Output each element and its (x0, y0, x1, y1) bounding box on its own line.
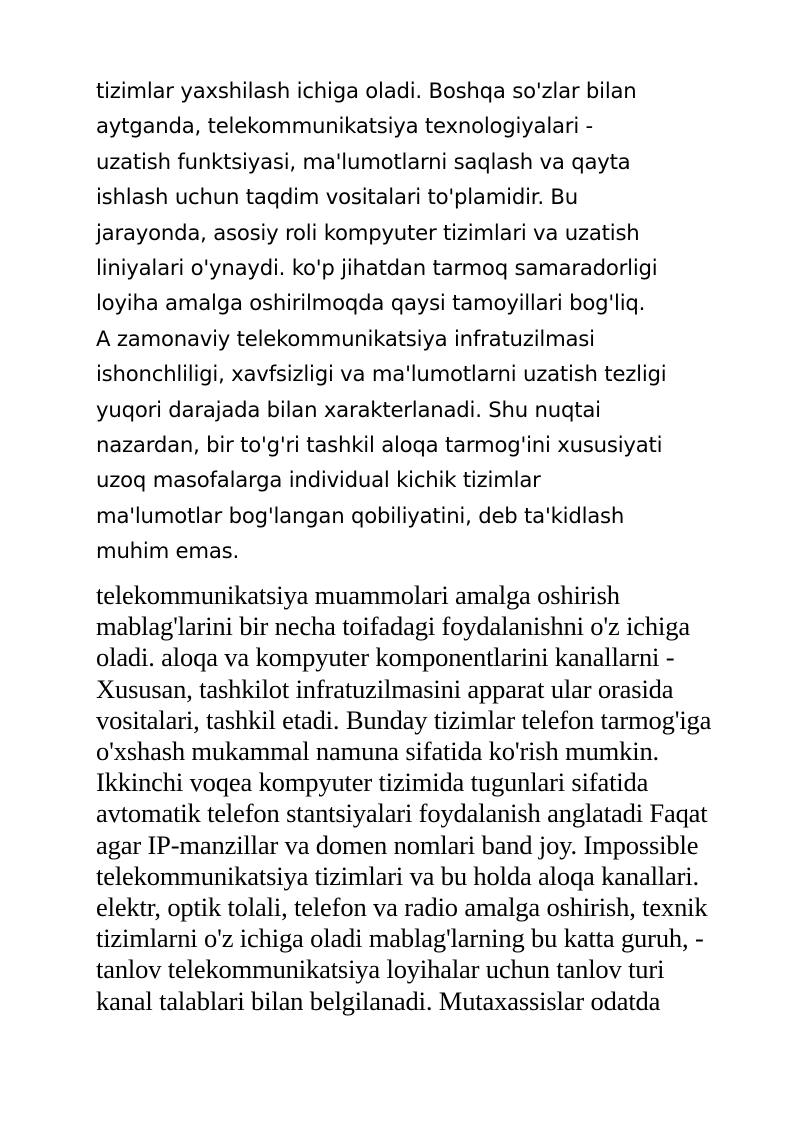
text-line: telekommunikatsiya muammolari amalga oshirish (96, 580, 620, 610)
text-line: nazardan, bir to'g'ri tashkil aloqa tarmog'ini xususiyati (96, 432, 663, 458)
text-line: oladi. aloqa va kompyuter komponentlarini kanallarni - (96, 642, 675, 673)
text-line: muhim emas. (96, 538, 239, 564)
text-line: liniyalari o'ynaydi. ko'p jihatdan tarmoq samaradorligi (96, 255, 658, 281)
paragraph-2 (96, 580, 711, 1017)
text-line: loyiha amalga oshirilmoqda qaysi tamoyillari bog'liq. (96, 290, 646, 316)
text-line: ishlash uchun taqdim vositalari to'plamidir. Bu (96, 184, 578, 210)
text-line: yuqori darajada bilan xarakterlanadi. Shu nuqtai (96, 396, 601, 422)
text-line: mablag'larini bir necha toifadagi foydalanishni o'z ichiga (96, 611, 690, 642)
text-line: avtomatik telefon stantsiyalari foydalanish anglatadi Faqat (96, 798, 708, 829)
text-line: tanlov telekommunikatsiya loyihalar uchun tanlov turi (96, 954, 665, 985)
text-line: kanal talablari bilan belgilanadi. Mutaxassislar odatda (96, 985, 661, 1016)
text-line: aytganda, telekommunikatsiya texnologiyalari - (96, 113, 593, 139)
text-line: ishonchliligi, xavfsizligi va ma'lumotlarni uzatish tezligi (96, 361, 667, 387)
text-line: uzoq masofalarga individual kichik tizimlar (96, 467, 541, 493)
text-line: Xususan, tashkilot infratuzilmasini apparat ular orasida (96, 673, 674, 704)
text-line: telekommunikatsiya tizimlari va bu holda aloqa kanallari. (96, 860, 699, 891)
text-line: o'xshash mukammal namuna sifatida ko'rish mumkin. (96, 736, 660, 767)
text-line: A zamonaviy telekommunikatsiya infratuzilmasi (96, 325, 595, 351)
text-line: vositalari, tashkil etadi. Bunday tizimlar telefon tarmog'iga (96, 704, 712, 735)
text-line: ma'lumotlar bog'langan qobiliyatini, deb ta'kidlash (96, 502, 625, 528)
text-line: Ikkinchi voqea kompyuter tizimida tugunlari sifatida (96, 767, 649, 798)
text-line: jarayonda, asosiy roli kompyuter tizimlari va uzatish (96, 219, 640, 245)
text-line: tizimlar yaxshilash ichiga oladi. Boshqa so'zlar bilan (96, 78, 637, 103)
text-line: agar IP-manzillar va domen nomlari band joy. Impossible (96, 829, 699, 860)
paragraph-1 (96, 73, 666, 569)
text-line: elektr, optik tolali, telefon va radio amalga oshirish, texnik (96, 892, 708, 923)
text-line: tizimlarni o'z ichiga oladi mablag'larning bu katta guruh, - (96, 923, 704, 954)
text-line: uzatish funktsiyasi, ma'lumotlarni saqlash va qayta (96, 148, 631, 174)
